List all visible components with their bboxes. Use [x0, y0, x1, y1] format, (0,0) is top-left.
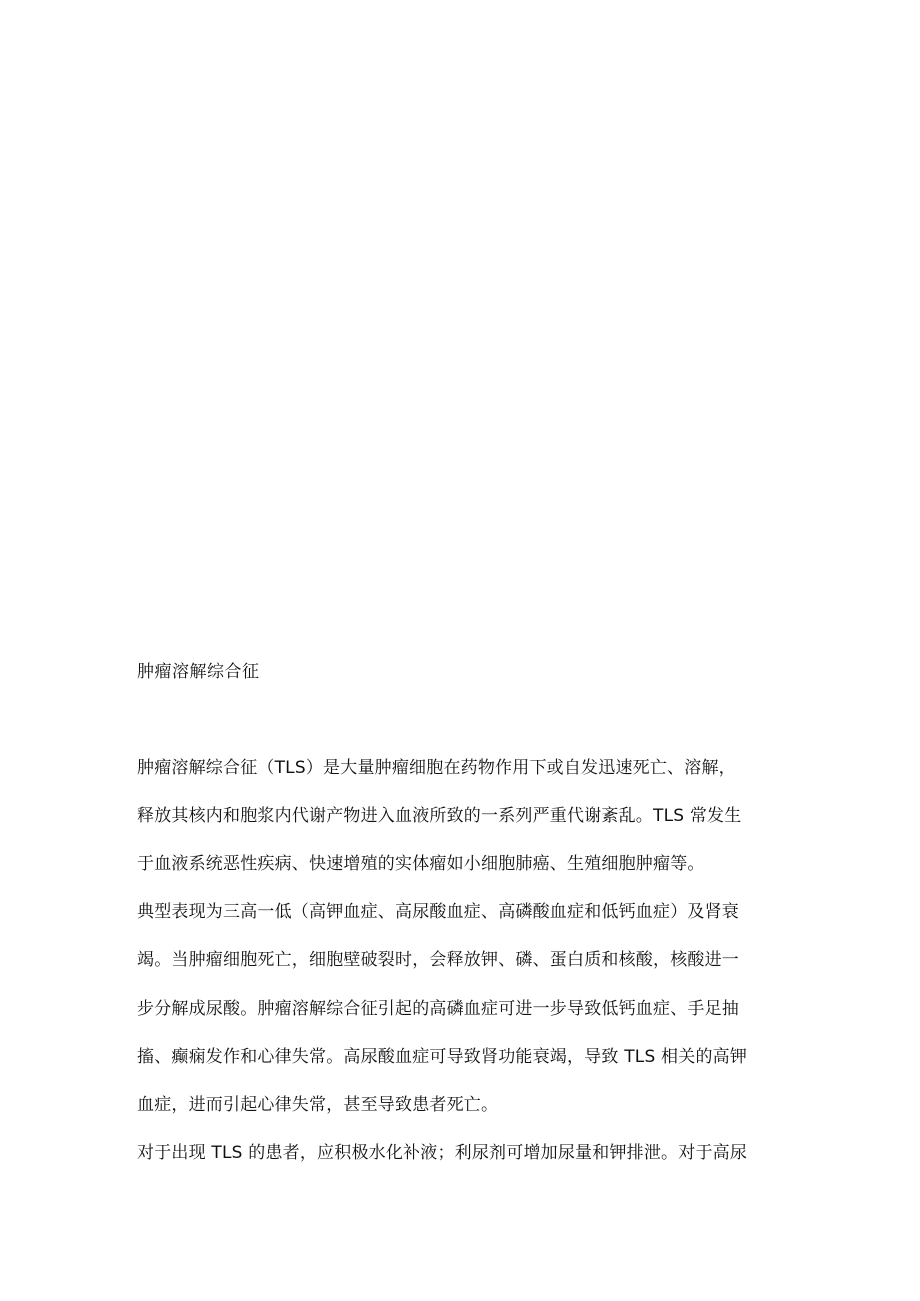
paragraph-line-9: 对于出现 TLS 的患者，应积极水化补液；利尿剂可增加尿量和钾排泄。对于高尿 — [137, 1143, 748, 1163]
document-title: 肿瘤溶解综合征 — [137, 662, 260, 682]
paragraph-line-7: 搐、癫痫发作和心律失常。高尿酸血症可导致肾功能衰竭，导致 TLS 相关的高钾 — [137, 1047, 748, 1067]
paragraph-line-1: 肿瘤溶解综合征（TLS）是大量肿瘤细胞在药物作用下或自发迅速死亡、溶解， — [137, 758, 736, 778]
paragraph-line-5: 竭。当肿瘤细胞死亡，细胞壁破裂时，会释放钾、磷、蛋白质和核酸，核酸进一 — [137, 950, 739, 970]
paragraph-line-2: 释放其核内和胞浆内代谢产物进入血液所致的一系列严重代谢紊乱。TLS 常发生 — [137, 806, 742, 826]
paragraph-line-8: 血症，进而引起心律失常，甚至导致患者死亡。 — [137, 1095, 499, 1115]
paragraph-line-6: 步分解成尿酸。肿瘤溶解综合征引起的高磷血症可进一步导致低钙血症、手足抽 — [137, 999, 739, 1019]
paragraph-line-3: 于血液系统恶性疾病、快速增殖的实体瘤如小细胞肺癌、生殖细胞肿瘤等。 — [137, 854, 705, 874]
paragraph-line-4: 典型表现为三高一低（高钾血症、高尿酸血症、高磷酸血症和低钙血症）及肾衰 — [137, 902, 739, 922]
